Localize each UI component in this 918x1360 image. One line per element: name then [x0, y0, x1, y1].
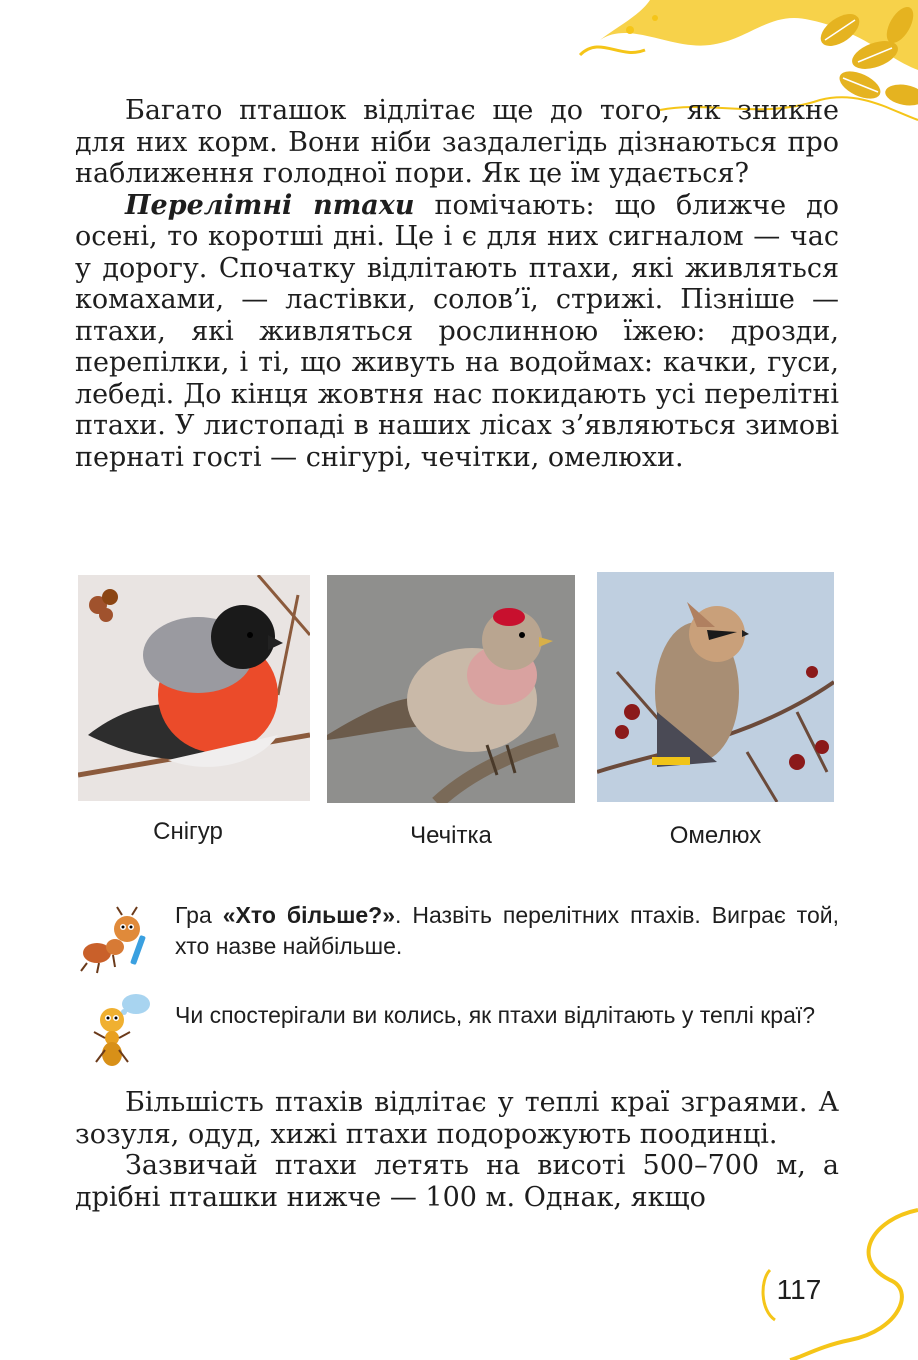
page-number: 117	[776, 1274, 822, 1305]
redpoll-photo	[327, 575, 575, 803]
task-game-text: . Назвіть перелітних птахів. Виграє той, хто назве найбільше.	[175, 902, 839, 959]
ant-with-pencil-icon	[75, 905, 150, 975]
paragraph-3: Більшість птахів відлітає у теплі краї зграями. А зозуля, одуд, хижі птахи подорожують поодинці.	[75, 1087, 839, 1150]
redpoll-caption: Чечітка	[410, 822, 492, 849]
bullfinch-caption: Снігур	[153, 818, 223, 845]
thinking-ant-icon	[90, 990, 152, 1070]
paragraph-1: Багато пташок відлітає ще до того, як зникне для них корм. Вони ніби заздалегідь дізнаються про наближення голодної пори. Як це їм удається?	[75, 95, 839, 189]
waxwing-caption: Омелюх	[669, 822, 762, 849]
task-game-title: «Хто більше?»	[222, 902, 396, 928]
intro-text	[75, 95, 839, 473]
task-game	[175, 900, 839, 962]
waxwing-photo	[597, 572, 834, 802]
bullfinch-photo	[78, 575, 310, 801]
paragraph-2-text: помічають: що ближче до осені, то коротші дні. Це і є для них сигналом — час у дорогу. Спочатку відлітають птахи, які живляться комахами, — ластівки, солов’ї, стрижі. Пізніше — птахи, які живляться рослинною їжею: дрозди, перепілки, і ті, що живуть на водоймах: качки, гуси, лебеді. До кінця жовтня нас покидають усі перелітні птахи. У листопаді в наших лісах з’являються зимові пернаті гості — снігурі, чечітки, омелюхи.	[75, 189, 839, 473]
paragraph-2	[75, 190, 839, 474]
term-migratory-birds: Перелітні птахи	[125, 189, 415, 221]
paragraph-4: Зазвичай птахи летять на висоті 500–700 м, а дрібні пташки нижче — 100 м. Однак, якщо	[75, 1150, 839, 1213]
task-question: Чи спостерігали ви колись, як птахи відлітають у теплі краї?	[175, 1002, 816, 1028]
task-game-prefix: Гра	[175, 902, 223, 928]
